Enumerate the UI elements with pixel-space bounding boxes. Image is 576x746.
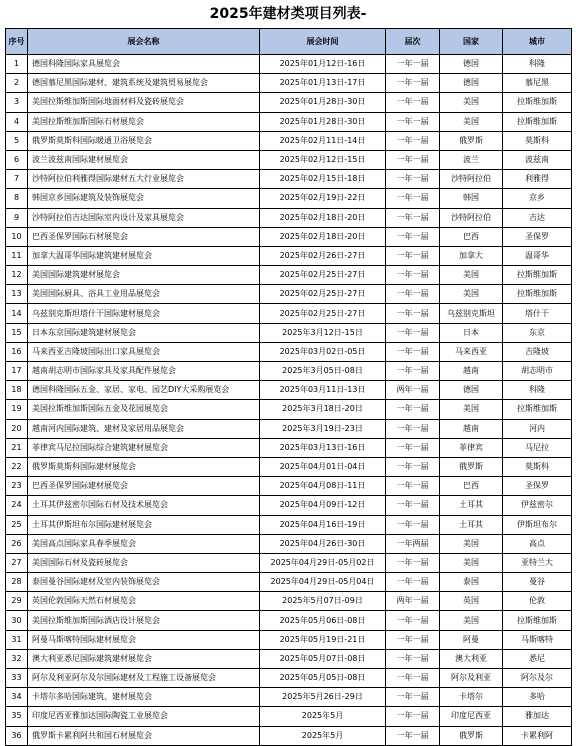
cell-index: 6: [6, 150, 28, 169]
table-row: [6, 227, 572, 246]
cell-exhibition-name: 越南河内国际建筑、建材及家居用品展览会: [28, 419, 260, 438]
cell-index: 18: [6, 381, 28, 400]
cell-frequency: 一年一届: [386, 477, 440, 496]
cell-frequency: 一年一届: [386, 553, 440, 572]
table-row: [6, 93, 572, 112]
cell-index: 32: [6, 649, 28, 668]
column-header-country: 国家: [440, 29, 503, 55]
cell-date: 2025年02月26日-27日: [260, 246, 386, 265]
cell-exhibition-name: 美国拉斯维加斯国际石材展览会: [28, 112, 260, 131]
cell-index: 14: [6, 304, 28, 323]
cell-country: 泰国: [440, 573, 503, 592]
cell-exhibition-name: 阿曼马斯喀特国际建材展览会: [28, 630, 260, 649]
cell-country: 沙特阿拉伯: [440, 208, 503, 227]
table-row: [6, 266, 572, 285]
cell-date: 2025年04月16日-19日: [260, 515, 386, 534]
cell-country: 印度尼西亚: [440, 707, 503, 726]
cell-exhibition-name: 日本东京国际建筑建材展览会: [28, 323, 260, 342]
cell-date: 2025年04月09日-12日: [260, 496, 386, 515]
column-header-frequency: 届次: [386, 29, 440, 55]
cell-index: 8: [6, 189, 28, 208]
cell-country: 德国: [440, 74, 503, 93]
cell-frequency: 一年一届: [386, 688, 440, 707]
cell-city: 莫斯科: [503, 457, 572, 476]
cell-country: 美国: [440, 266, 503, 285]
cell-date: 2025年04月29日-05月02日: [260, 553, 386, 572]
cell-city: 东京: [503, 323, 572, 342]
cell-city: 利雅得: [503, 170, 572, 189]
cell-index: 11: [6, 246, 28, 265]
cell-city: 伊兹密尔: [503, 496, 572, 515]
table-row: [6, 304, 572, 323]
cell-exhibition-name: 巴西圣保罗国际石材展览会: [28, 227, 260, 246]
cell-date: 2025年03月02日-05日: [260, 342, 386, 361]
cell-exhibition-name: 加拿大温哥华国际建筑建材展览会: [28, 246, 260, 265]
cell-city: 雅加达: [503, 707, 572, 726]
table-row: [6, 688, 572, 707]
cell-city: 波兹南: [503, 150, 572, 169]
cell-date: 2025年04月01日-04日: [260, 457, 386, 476]
cell-frequency: 一年一届: [386, 573, 440, 592]
cell-frequency: 一年一届: [386, 726, 440, 745]
cell-date: 2025年01月28日-30日: [260, 112, 386, 131]
table-row: [6, 285, 572, 304]
cell-country: 英国: [440, 592, 503, 611]
document-sheet: [5, 0, 571, 746]
cell-exhibition-name: 美国国际厨具、浴具工业用品展览会: [28, 285, 260, 304]
cell-exhibition-name: 越南胡志明市国际家具及家具配件展览会: [28, 362, 260, 381]
cell-date: 2025年05月06日-08日: [260, 611, 386, 630]
cell-frequency: 一年一届: [386, 74, 440, 93]
table-row: [6, 534, 572, 553]
cell-date: 2025年05月05日-08日: [260, 669, 386, 688]
cell-country: 波兰: [440, 150, 503, 169]
cell-exhibition-name: 德国科隆国际五金、家居、家电、园艺DIY大采购展览会: [28, 381, 260, 400]
cell-index: 27: [6, 553, 28, 572]
table-row: [6, 362, 572, 381]
cell-frequency: 一年一届: [386, 246, 440, 265]
cell-index: 17: [6, 362, 28, 381]
cell-city: 河内: [503, 419, 572, 438]
table-row: [6, 246, 572, 265]
cell-country: 菲律宾: [440, 438, 503, 457]
cell-date: 2025年5月26日-29日: [260, 688, 386, 707]
cell-city: 圣保罗: [503, 477, 572, 496]
cell-exhibition-name: 土耳其伊斯坦布尔国际建材展览会: [28, 515, 260, 534]
cell-city: 科隆: [503, 381, 572, 400]
cell-exhibition-name: 沙特阿拉伯利雅得国际建材五大行业展览会: [28, 170, 260, 189]
cell-exhibition-name: 印度尼西亚雅加达国际陶瓷工业展览会: [28, 707, 260, 726]
cell-index: 12: [6, 266, 28, 285]
cell-exhibition-name: 俄罗斯莫斯科国际建材展览会: [28, 457, 260, 476]
cell-country: 阿尔及利亚: [440, 669, 503, 688]
cell-date: 2025年5月07日-09日: [260, 592, 386, 611]
table-row: [6, 112, 572, 131]
page-title: 2025年建材类项目列表-: [209, 6, 367, 22]
cell-city: 吉隆坡: [503, 342, 572, 361]
cell-exhibition-name: 乌兹别克斯坦塔什干国际建材展览会: [28, 304, 260, 323]
cell-exhibition-name: 美国高点国际家具春季展览会: [28, 534, 260, 553]
cell-index: 34: [6, 688, 28, 707]
table-row: [6, 55, 572, 74]
table-row: [6, 707, 572, 726]
table-row: [6, 400, 572, 419]
cell-date: 2025年02月15日-18日: [260, 170, 386, 189]
cell-date: 2025年05月07日-08日: [260, 649, 386, 668]
cell-index: 29: [6, 592, 28, 611]
cell-date: 2025年02月19日-22日: [260, 189, 386, 208]
cell-date: 2025年3月12日-15日: [260, 323, 386, 342]
cell-frequency: 一年一届: [386, 611, 440, 630]
cell-city: 圣保罗: [503, 227, 572, 246]
cell-index: 31: [6, 630, 28, 649]
cell-frequency: 一年一届: [386, 131, 440, 150]
cell-country: 韩国: [440, 189, 503, 208]
cell-country: 美国: [440, 534, 503, 553]
cell-index: 21: [6, 438, 28, 457]
cell-exhibition-name: 美国拉斯维加斯国际酒店设计展览会: [28, 611, 260, 630]
cell-country: 美国: [440, 553, 503, 572]
cell-frequency: 一年一届: [386, 150, 440, 169]
cell-country: 俄罗斯: [440, 726, 503, 745]
cell-city: 伊斯坦布尔: [503, 515, 572, 534]
cell-exhibition-name: 俄罗斯卡累利阿共和国石材展览会: [28, 726, 260, 745]
table-row: [6, 573, 572, 592]
cell-index: 7: [6, 170, 28, 189]
cell-city: 曼谷: [503, 573, 572, 592]
cell-frequency: 一年一届: [386, 285, 440, 304]
cell-exhibition-name: 阿尔及利亚阿尔及尔国际建材及工程施工设备展览会: [28, 669, 260, 688]
table-row: [6, 515, 572, 534]
cell-date: 2025年02月18日-20日: [260, 227, 386, 246]
cell-country: 美国: [440, 400, 503, 419]
cell-index: 15: [6, 323, 28, 342]
cell-country: 加拿大: [440, 246, 503, 265]
cell-country: 德国: [440, 381, 503, 400]
cell-city: 科隆: [503, 55, 572, 74]
cell-exhibition-name: 美国国际石材及瓷砖展览会: [28, 553, 260, 572]
table-row: [6, 477, 572, 496]
cell-date: 2025年3月05日-08日: [260, 362, 386, 381]
cell-city: 马尼拉: [503, 438, 572, 457]
cell-city: 拉斯维加斯: [503, 285, 572, 304]
cell-city: 莫斯科: [503, 131, 572, 150]
column-header-date: 展会时间: [260, 29, 386, 55]
table-row: [6, 150, 572, 169]
table-row: [6, 323, 572, 342]
cell-country: 沙特阿拉伯: [440, 170, 503, 189]
cell-date: 2025年02月18日-20日: [260, 208, 386, 227]
cell-index: 3: [6, 93, 28, 112]
cell-country: 美国: [440, 611, 503, 630]
cell-city: 拉斯维加斯: [503, 112, 572, 131]
cell-index: 1: [6, 55, 28, 74]
cell-date: 2025年02月11日-14日: [260, 131, 386, 150]
table-row: [6, 419, 572, 438]
cell-country: 马来西亚: [440, 342, 503, 361]
table-row: [6, 611, 572, 630]
cell-city: 马斯喀特: [503, 630, 572, 649]
cell-country: 美国: [440, 285, 503, 304]
cell-frequency: 两年一届: [386, 592, 440, 611]
table-row: [6, 381, 572, 400]
cell-frequency: 一年一届: [386, 227, 440, 246]
cell-frequency: 一年一届: [386, 649, 440, 668]
cell-frequency: 一年一届: [386, 342, 440, 361]
table-row: [6, 457, 572, 476]
table-row: [6, 630, 572, 649]
cell-exhibition-name: 菲律宾马尼拉国际综合建筑建材展览会: [28, 438, 260, 457]
cell-city: 拉斯维加斯: [503, 400, 572, 419]
cell-index: 19: [6, 400, 28, 419]
cell-frequency: 一年一届: [386, 707, 440, 726]
cell-frequency: 一年一届: [386, 55, 440, 74]
cell-exhibition-name: 澳大利亚悉尼国际建筑建材展览会: [28, 649, 260, 668]
cell-country: 俄罗斯: [440, 131, 503, 150]
column-header-name: 展会名称: [28, 29, 260, 55]
cell-date: 2025年03月13日-16日: [260, 438, 386, 457]
cell-index: 13: [6, 285, 28, 304]
cell-exhibition-name: 马来西亚吉隆坡国际出口家具展览会: [28, 342, 260, 361]
cell-frequency: 一年一届: [386, 438, 440, 457]
cell-date: 2025年02月25日-27日: [260, 304, 386, 323]
cell-date: 2025年3月18日-20日: [260, 400, 386, 419]
cell-index: 10: [6, 227, 28, 246]
table-row: [6, 170, 572, 189]
cell-exhibition-name: 德国慕尼黑国际建材、建筑系统及建筑贸易展览会: [28, 74, 260, 93]
cell-country: 阿曼: [440, 630, 503, 649]
cell-date: 2025年04月08日-11日: [260, 477, 386, 496]
cell-frequency: 一年一届: [386, 419, 440, 438]
cell-frequency: 一年一届: [386, 112, 440, 131]
cell-exhibition-name: 俄罗斯莫斯科国际暖通卫浴展览会: [28, 131, 260, 150]
table-row: [6, 726, 572, 745]
cell-country: 日本: [440, 323, 503, 342]
cell-country: 巴西: [440, 477, 503, 496]
exhibition-table: [5, 28, 572, 746]
cell-country: 土耳其: [440, 515, 503, 534]
cell-index: 5: [6, 131, 28, 150]
cell-exhibition-name: 沙特阿拉伯吉达国际室内设计及家具展览会: [28, 208, 260, 227]
cell-city: 高点: [503, 534, 572, 553]
table-row: [6, 189, 572, 208]
cell-index: 35: [6, 707, 28, 726]
cell-city: 塔什干: [503, 304, 572, 323]
table-row: [6, 438, 572, 457]
cell-date: 2025年01月13日-17日: [260, 74, 386, 93]
cell-frequency: 一年两届: [386, 534, 440, 553]
cell-exhibition-name: 美国拉斯维加斯国际地面材料及瓷砖展览会: [28, 93, 260, 112]
cell-date: 2025年02月12日-15日: [260, 150, 386, 169]
cell-frequency: 一年一届: [386, 93, 440, 112]
cell-country: 巴西: [440, 227, 503, 246]
cell-city: 悉尼: [503, 649, 572, 668]
cell-index: 16: [6, 342, 28, 361]
cell-index: 28: [6, 573, 28, 592]
cell-exhibition-name: 英国伦敦国际天然石材展览会: [28, 592, 260, 611]
cell-frequency: 一年一届: [386, 189, 440, 208]
cell-index: 20: [6, 419, 28, 438]
cell-exhibition-name: 美国拉斯维加斯国际五金及花园展览会: [28, 400, 260, 419]
cell-country: 美国: [440, 93, 503, 112]
cell-index: 23: [6, 477, 28, 496]
cell-date: 2025年05月19日-21日: [260, 630, 386, 649]
cell-frequency: 一年一届: [386, 266, 440, 285]
table-row: [6, 208, 572, 227]
cell-date: 2025年04月29日-05月04日: [260, 573, 386, 592]
cell-country: 俄罗斯: [440, 457, 503, 476]
cell-country: 乌兹别克斯坦: [440, 304, 503, 323]
cell-city: 拉斯维加斯: [503, 266, 572, 285]
table-row: [6, 74, 572, 93]
cell-frequency: 两年一届: [386, 381, 440, 400]
cell-frequency: 一年一届: [386, 496, 440, 515]
table-row: [6, 131, 572, 150]
cell-city: 多哈: [503, 688, 572, 707]
cell-country: 土耳其: [440, 496, 503, 515]
cell-exhibition-name: 波兰波兹南国际建材展览会: [28, 150, 260, 169]
cell-index: 33: [6, 669, 28, 688]
table-row: [6, 342, 572, 361]
cell-index: 22: [6, 457, 28, 476]
column-header-city: 城市: [503, 29, 572, 55]
cell-city: 温哥华: [503, 246, 572, 265]
cell-country: 澳大利亚: [440, 649, 503, 668]
cell-exhibition-name: 美国国际建筑建材展览会: [28, 266, 260, 285]
cell-exhibition-name: 卡塔尔多哈国际建筑、建材展览会: [28, 688, 260, 707]
cell-date: 2025年01月12日-16日: [260, 55, 386, 74]
cell-city: 慕尼黑: [503, 74, 572, 93]
cell-city: 卡累利阿: [503, 726, 572, 745]
cell-index: 26: [6, 534, 28, 553]
cell-city: 拉斯维加斯: [503, 611, 572, 630]
table-header-row: [6, 29, 572, 55]
cell-city: 拉斯维加斯: [503, 93, 572, 112]
cell-frequency: 一年一届: [386, 323, 440, 342]
cell-date: 2025年03月11日-13日: [260, 381, 386, 400]
table-body: [6, 55, 572, 746]
cell-date: 2025年02月25日-27日: [260, 285, 386, 304]
cell-city: 京乡: [503, 189, 572, 208]
cell-frequency: 一年一届: [386, 208, 440, 227]
cell-frequency: 一年一届: [386, 669, 440, 688]
cell-frequency: 一年一届: [386, 400, 440, 419]
cell-exhibition-name: 德国科隆国际家具展览会: [28, 55, 260, 74]
cell-exhibition-name: 韩国京乡国际建筑及装饰展览会: [28, 189, 260, 208]
cell-index: 25: [6, 515, 28, 534]
cell-city: 胡志明市: [503, 362, 572, 381]
cell-city: 吉达: [503, 208, 572, 227]
cell-frequency: 一年一届: [386, 630, 440, 649]
cell-exhibition-name: 泰国曼谷国际建材及室内装饰展览会: [28, 573, 260, 592]
cell-frequency: 一年一届: [386, 304, 440, 323]
cell-city: 伦敦: [503, 592, 572, 611]
table-row: [6, 553, 572, 572]
cell-exhibition-name: 土耳其伊兹密尔国际石材及技术展览会: [28, 496, 260, 515]
table-row: [6, 592, 572, 611]
cell-city: 阿尔及尔: [503, 669, 572, 688]
cell-index: 36: [6, 726, 28, 745]
cell-date: 2025年01月28日-30日: [260, 93, 386, 112]
cell-exhibition-name: 巴西圣保罗国际建材展览会: [28, 477, 260, 496]
cell-date: 2025年04月26日-30日: [260, 534, 386, 553]
cell-frequency: 一年一届: [386, 362, 440, 381]
cell-country: 越南: [440, 419, 503, 438]
cell-frequency: 一年一届: [386, 457, 440, 476]
cell-country: 越南: [440, 362, 503, 381]
cell-country: 美国: [440, 112, 503, 131]
table-row: [6, 496, 572, 515]
cell-index: 24: [6, 496, 28, 515]
cell-frequency: 一年一届: [386, 170, 440, 189]
cell-index: 30: [6, 611, 28, 630]
cell-index: 2: [6, 74, 28, 93]
cell-date: 2025年5月: [260, 726, 386, 745]
table-row: [6, 649, 572, 668]
cell-city: 亚特兰大: [503, 553, 572, 572]
cell-frequency: 一年一届: [386, 515, 440, 534]
cell-country: 德国: [440, 55, 503, 74]
cell-date: 2025年3月19日-23日: [260, 419, 386, 438]
cell-date: 2025年02月25日-27日: [260, 266, 386, 285]
cell-index: 9: [6, 208, 28, 227]
cell-index: 4: [6, 112, 28, 131]
table-row: [6, 669, 572, 688]
cell-country: 卡塔尔: [440, 688, 503, 707]
cell-date: 2025年5月: [260, 707, 386, 726]
column-header-index: 序号: [6, 29, 28, 55]
